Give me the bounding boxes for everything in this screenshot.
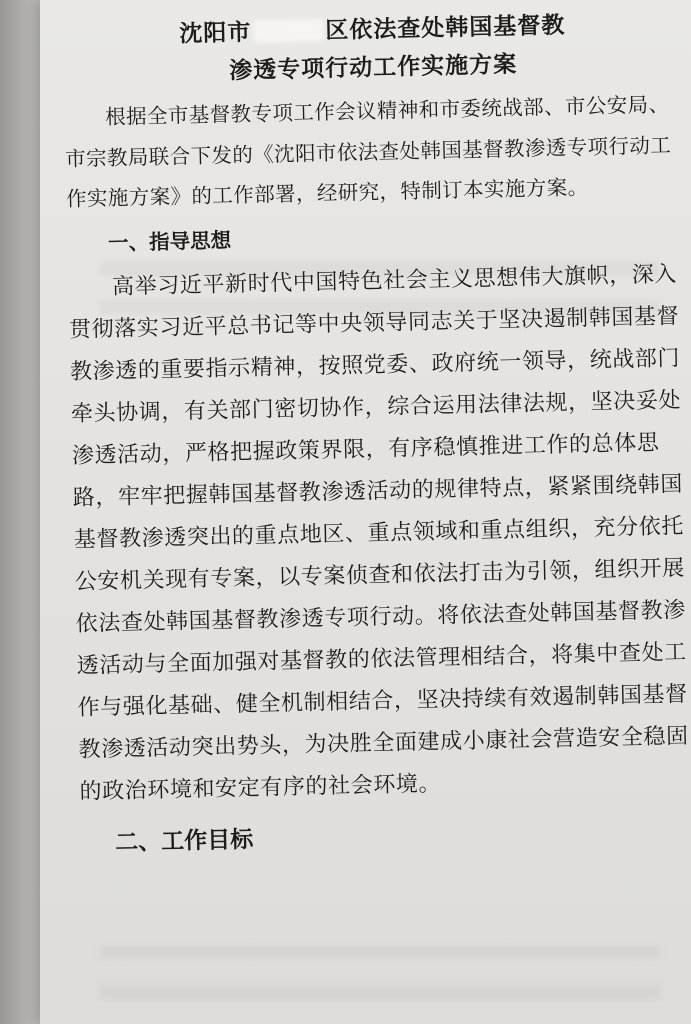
show-through-text	[100, 945, 660, 959]
title-rest: 区依法查处韩国基督教	[325, 12, 566, 45]
intro-paragraph: 根据全市基督教专项工作会议精神和市委统战部、市公安局、市宗教局联合下发的《沈阳市依法查处韩国基督教渗透专项行动工作实施方案》的工作部署，经研究，特制订本实施方案。	[64, 92, 672, 211]
redacted-district	[253, 19, 323, 43]
title-line-2: 渗透专项行动工作实施方案	[228, 51, 518, 85]
document-title	[62, 4, 684, 94]
document-page	[40, 0, 691, 1024]
show-through-text	[100, 985, 660, 999]
section-1-heading: 一、指导思想	[107, 227, 232, 255]
title-city: 沈阳市	[179, 19, 252, 48]
section-1-paragraph: 高举习近平新时代中国特色社会主义思想伟大旗帜，深入贯彻落实习近平总书记等中央领导同志关于坚决遏制韩国基督教渗透的重要指示精神，按照党委、政府统一领导，统战部门牵头协调，有关部门密切协作，综合运用法律法规，坚决妥处渗透活动，严格把握政策界限，有序稳慎推进工作的总体思路，牢牢把握韩国基督教渗透活动的规律特点，紧紧围绕韩国基督教渗透突出的重点地区、重点领域和重点组织，充分依托公安机关现有专案，以专案侦查和依法打击为引领，组织开展依法查处韩国基督教渗透专项行动。将依法查处韩国基督教渗透活动与全面加强对基督教的依法管理相结合，将集中查处工作与强化基础、健全机制相结合，坚决持续有效遏制韩国基督教渗透活动突出势头，为决胜全面建成小康社会营造安全稳固的政治环境和安定有序的社会环境。	[68, 261, 689, 805]
document-content	[62, 4, 691, 867]
section-2-heading: 二、工作目标	[114, 826, 254, 856]
